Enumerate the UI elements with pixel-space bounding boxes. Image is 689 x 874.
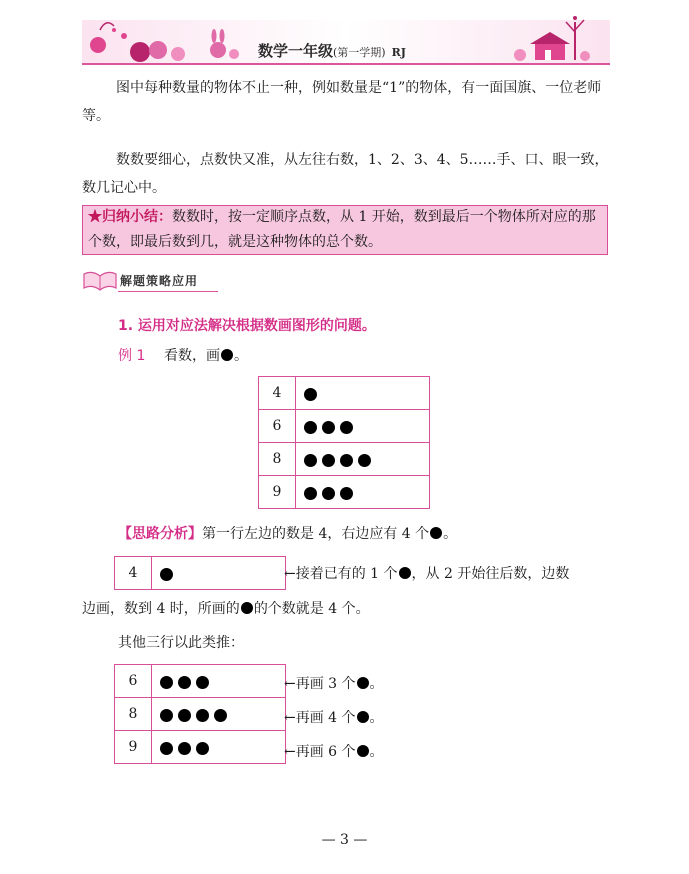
analysis-label: 【思路分析】 [118, 526, 202, 542]
row-dots [296, 410, 430, 443]
header-rule [82, 63, 610, 65]
open-book-icon [82, 268, 118, 292]
dot-icon [160, 709, 173, 722]
dot-icon [221, 349, 233, 361]
summary-text-block [88, 205, 604, 255]
dot-icon [358, 454, 371, 467]
arrow-note-3 [284, 707, 384, 727]
arrow-note-2 [284, 673, 384, 693]
dot-icon [322, 421, 335, 434]
row-dots [152, 557, 286, 590]
analysis-others: 其他三行以此类推： [118, 635, 244, 651]
dot-icon [160, 676, 173, 689]
dot-icon [322, 454, 335, 467]
note-text: ←再画 4 个 [284, 710, 356, 726]
dot-icon [178, 676, 191, 689]
dot-icon [304, 388, 317, 401]
paragraph-2: 数数要细心，点数快又准，从左往右数，1、2、3、4、5……手、口、眼一致，数几记心中。 [82, 152, 609, 196]
row-dots [296, 443, 430, 476]
continuation-b: 的个数就是 4 个。 [253, 601, 370, 617]
row-dots [296, 377, 430, 410]
dot-icon [430, 527, 442, 539]
analysis-continuation [82, 598, 370, 618]
arrow-note-4 [284, 741, 384, 761]
summary-label: ★归纳小结： [88, 209, 172, 225]
dot-icon [304, 421, 317, 434]
dot-icon [322, 487, 335, 500]
row-dots [152, 665, 286, 698]
example-end: 。 [234, 348, 248, 364]
summary-text: 数数时，按一定顺序点数，从 1 开始，数到最后一个物体所对应的那个数，即最后数到几，就是这种物体的总个数。 [88, 209, 596, 250]
dot-icon [160, 742, 173, 755]
edition-label: RJ [391, 46, 406, 59]
dot-icon [178, 709, 191, 722]
strategy-label: 解题策略应用 [120, 274, 199, 288]
row-dots [296, 476, 430, 509]
strategy-rule [118, 291, 218, 292]
continuation-a: 边画，数到 4 时，所画的 [82, 601, 240, 617]
subject-title: 数学一年级 [258, 42, 334, 60]
table-row [259, 377, 430, 410]
table-row [115, 731, 286, 764]
paragraph-1: 图中每种数量的物体不止一种，例如数量是“1”的物体，有一面国旗、一位老师等。 [82, 80, 602, 124]
analysis-first-row-table [114, 556, 286, 590]
dot-icon [357, 711, 369, 723]
dot-icon [340, 421, 353, 434]
table-row [115, 698, 286, 731]
note-text: ←再画 6 个 [284, 744, 356, 760]
note-text: ←再画 3 个 [284, 676, 356, 692]
dot-icon [357, 677, 369, 689]
row-number: 6 [115, 665, 152, 698]
dot-icon [160, 568, 173, 581]
table-row [115, 557, 286, 590]
dot-icon [304, 487, 317, 500]
note-b: ，从 2 开始往后数，边数 [411, 566, 570, 582]
row-dots [152, 698, 286, 731]
row-number: 8 [115, 698, 152, 731]
analysis-line [118, 523, 457, 543]
dot-icon [196, 742, 209, 755]
dot-icon [340, 454, 353, 467]
term-label: (第一学期) [333, 46, 386, 59]
dot-icon [241, 602, 253, 614]
dot-icon [399, 567, 411, 579]
row-number: 9 [115, 731, 152, 764]
row-number: 9 [259, 476, 296, 509]
table-row [259, 443, 430, 476]
table-row [259, 476, 430, 509]
dot-icon [196, 709, 209, 722]
row-number: 8 [259, 443, 296, 476]
analysis-other-rows-table [114, 664, 286, 764]
note-end: 。 [369, 710, 384, 726]
question-1: 1. 运用对应法解决根据数画图形的问题。 [118, 318, 376, 334]
page-number: — 3 — [321, 832, 368, 848]
header-title [258, 40, 406, 61]
table-row [115, 665, 286, 698]
example-label: 例 1 [118, 348, 146, 364]
analysis-text: 第一行左边的数是 4，右边应有 4 个 [202, 526, 430, 542]
row-number: 6 [259, 410, 296, 443]
example-instruction: 看数，画 [164, 348, 220, 364]
example-table [258, 376, 430, 509]
dot-icon [304, 454, 317, 467]
dot-icon [178, 742, 191, 755]
table-row [259, 410, 430, 443]
dot-icon [196, 676, 209, 689]
analysis-end: 。 [443, 526, 458, 542]
row-number: 4 [115, 557, 152, 590]
row-number: 4 [259, 377, 296, 410]
dot-icon [357, 745, 369, 757]
note-end: 。 [369, 676, 384, 692]
note-a: ←接着已有的 1 个 [284, 566, 398, 582]
dot-icon [340, 487, 353, 500]
row-dots [152, 731, 286, 764]
example-text [164, 345, 248, 365]
arrow-note-1 [284, 563, 569, 583]
dot-icon [214, 709, 227, 722]
note-end: 。 [369, 744, 384, 760]
